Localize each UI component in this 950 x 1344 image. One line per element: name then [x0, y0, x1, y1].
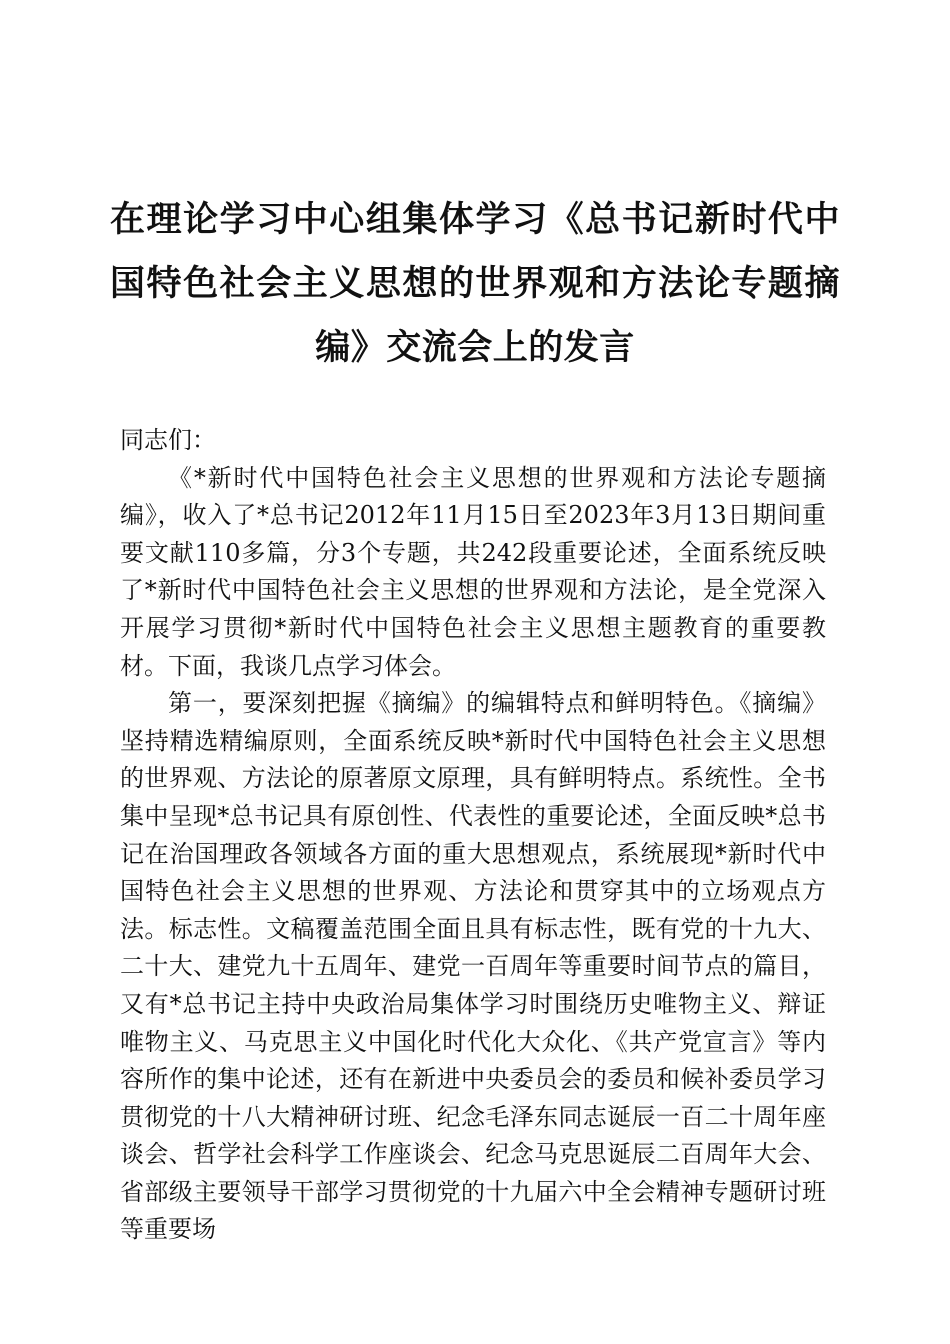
paragraph-first-point: 第一，要深刻把握《摘编》的编辑特点和鲜明特色。《摘编》坚持精选精编原则，全面系统反映*新时代中国特色社会主义思想的世界观、方法论的原著原文原理，具有鲜明特点。系统性。全书集中呈现*总书记具有原创性、代表性的重要论述，全面反映*总书记在治国理政各领域各方面的重大思想观点，系统展现*新时代中国特色社会主义思想的世界观、方法论和贯穿其中的立场观点方法。标志性。文稿覆盖范围全面且具有标志性，既有党的十九大、二十大、建党九十五周年、建党一百周年等重要时间节点的篇目，又有*总书记主持中央政治局集体学习时围绕历史唯物主义、辩证唯物主义、马克思主义中国化时代化大众化、《共产党宣言》等内容所作的集中论述，还有在新进中央委员会的委员和候补委员学习贯彻党的十八大精神研讨班、纪念毛泽东同志诞辰一百二十周年座谈会、哲学社会科学工作座谈会、纪念马克思诞辰二百周年大会、省部级主要领导干部学习贯彻党的十九届六中全会精神专题研讨班等重要场: [120, 689, 826, 1244]
salutation: 同志们：: [120, 426, 216, 454]
document-body: [120, 422, 826, 1249]
paragraph-intro: 《*新时代中国特色社会主义思想的世界观和方法论专题摘编》，收入了*总书记2012年11月15日至2023年3月13日期间重要文献110多篇，分3个专题，共242段重要论述，全面系统反映了*新时代中国特色社会主义思想的世界观和方法论，是全党深入开展学习贯彻*新时代中国特色社会主义思想主题教育的重要教材。下面，我谈几点学习体会。: [120, 463, 826, 680]
document-title: 在理论学习中心组集体学习《总书记新时代中国特色社会主义思想的世界观和方法论专题摘编》交流会上的发言: [110, 200, 840, 368]
